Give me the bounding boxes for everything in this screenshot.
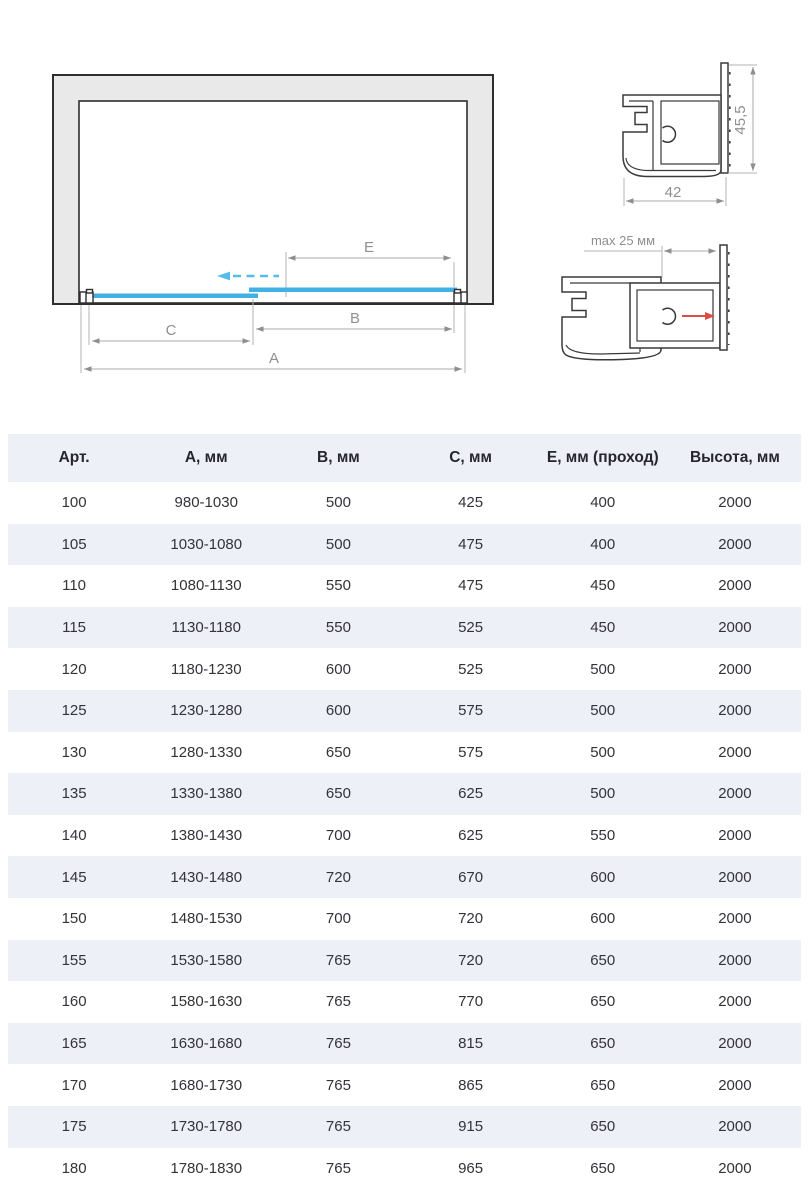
table-cell: 500: [537, 744, 669, 761]
table-cell: 100: [8, 494, 140, 511]
column-header: В, мм: [272, 449, 404, 467]
table-cell: 650: [272, 785, 404, 802]
table-cell: 1780-1830: [140, 1160, 272, 1177]
table-row: [8, 1148, 801, 1189]
table-cell: 450: [537, 619, 669, 636]
table-cell: 720: [405, 910, 537, 927]
table-cell: 2000: [669, 1035, 801, 1052]
table-cell: 550: [272, 577, 404, 594]
dimension-c-label: C: [166, 322, 177, 339]
table-header: [8, 434, 801, 482]
table-cell: 600: [272, 702, 404, 719]
table-cell: 180: [8, 1160, 140, 1177]
table-cell: 130: [8, 744, 140, 761]
table-cell: 170: [8, 1077, 140, 1094]
table-cell: 475: [405, 536, 537, 553]
table-row: [8, 565, 801, 607]
table-cell: 155: [8, 952, 140, 969]
table-cell: 600: [272, 661, 404, 678]
table-cell: 915: [405, 1118, 537, 1135]
table-cell: 500: [272, 494, 404, 511]
profile-section-closed: [623, 63, 757, 206]
column-header: Е, мм (проход): [537, 449, 669, 467]
glass-sliding-panel: [249, 288, 457, 293]
table-cell: 550: [272, 619, 404, 636]
table-cell: 765: [272, 1118, 404, 1135]
table-cell: 1630-1680: [140, 1035, 272, 1052]
table-cell: 1430-1480: [140, 869, 272, 886]
table-cell: 1230-1280: [140, 702, 272, 719]
table-cell: 770: [405, 993, 537, 1010]
table-cell: 150: [8, 910, 140, 927]
table-cell: 2000: [669, 619, 801, 636]
table-cell: 2000: [669, 993, 801, 1010]
table-cell: 1180-1230: [140, 661, 272, 678]
table-row: [8, 482, 801, 524]
table-cell: 600: [537, 869, 669, 886]
table-row: [8, 1064, 801, 1106]
table-cell: 1080-1130: [140, 577, 272, 594]
profile-flange: [720, 245, 727, 350]
table-cell: 500: [537, 785, 669, 802]
table-cell: 670: [405, 869, 537, 886]
table-cell: 550: [537, 827, 669, 844]
table-cell: 1380-1430: [140, 827, 272, 844]
table-cell: 1480-1530: [140, 910, 272, 927]
dimension-e-label: E: [364, 239, 374, 256]
table-cell: 575: [405, 744, 537, 761]
table-cell: 2000: [669, 827, 801, 844]
table-cell: 2000: [669, 536, 801, 553]
table-cell: 650: [537, 993, 669, 1010]
table-cell: 1580-1630: [140, 993, 272, 1010]
right-wall-bracket: [454, 290, 467, 304]
table-cell: 980-1030: [140, 494, 272, 511]
table-cell: 1280-1330: [140, 744, 272, 761]
table-row: [8, 524, 801, 566]
table-cell: 765: [272, 1035, 404, 1052]
table-cell: 700: [272, 827, 404, 844]
table-cell: 1730-1780: [140, 1118, 272, 1135]
table-cell: 600: [537, 910, 669, 927]
max-gap-label: max 25 мм: [591, 233, 655, 248]
table-cell: 965: [405, 1160, 537, 1177]
table-cell: 2000: [669, 952, 801, 969]
glass-fixed-panel: [92, 294, 258, 299]
table-cell: 125: [8, 702, 140, 719]
table-cell: 115: [8, 619, 140, 636]
screw-channel-icon: [663, 126, 676, 142]
table-cell: 160: [8, 993, 140, 1010]
table-cell: 2000: [669, 494, 801, 511]
table-cell: 450: [537, 577, 669, 594]
table-cell: 1330-1380: [140, 785, 272, 802]
table-row: [8, 898, 801, 940]
profile-height-label: 45,5: [732, 105, 749, 134]
column-header: С, мм: [405, 449, 537, 467]
table-cell: 2000: [669, 577, 801, 594]
table-cell: 2000: [669, 785, 801, 802]
table-cell: 2000: [669, 744, 801, 761]
technical-drawing: [0, 0, 809, 429]
table-cell: 140: [8, 827, 140, 844]
table-cell: 500: [537, 661, 669, 678]
screw-channel-icon: [663, 308, 676, 324]
table-row: [8, 1023, 801, 1065]
left-wall-bracket: [80, 290, 93, 304]
table-cell: 720: [405, 952, 537, 969]
table-cell: 110: [8, 577, 140, 594]
table-row: [8, 607, 801, 649]
table-cell: 105: [8, 536, 140, 553]
table-cell: 2000: [669, 910, 801, 927]
table-cell: 765: [272, 993, 404, 1010]
table-cell: 145: [8, 869, 140, 886]
table-cell: 650: [537, 1035, 669, 1052]
profile-width-label: 42: [665, 184, 682, 201]
dimension-b-label: B: [350, 310, 360, 327]
table-row: [8, 1106, 801, 1148]
shower-inner-area: [79, 101, 467, 303]
column-header: А, мм: [140, 449, 272, 467]
table-cell: 2000: [669, 1077, 801, 1094]
table-cell: 525: [405, 661, 537, 678]
table-cell: 500: [537, 702, 669, 719]
table-cell: 1130-1180: [140, 619, 272, 636]
table-row: [8, 690, 801, 732]
column-header: Арт.: [8, 449, 140, 467]
table-cell: 500: [272, 536, 404, 553]
column-header: Высота, мм: [669, 449, 801, 467]
table-cell: 525: [405, 619, 537, 636]
table-cell: 1030-1080: [140, 536, 272, 553]
table-cell: 575: [405, 702, 537, 719]
table-cell: 2000: [669, 1118, 801, 1135]
table-cell: 700: [272, 910, 404, 927]
table-body: [8, 482, 801, 1189]
table-cell: 400: [537, 494, 669, 511]
table-cell: 720: [272, 869, 404, 886]
size-table: [8, 434, 801, 1189]
table-row: [8, 815, 801, 857]
table-cell: 120: [8, 661, 140, 678]
table-row: [8, 940, 801, 982]
table-row: [8, 981, 801, 1023]
table-cell: 2000: [669, 661, 801, 678]
profile-section-extended: [562, 233, 729, 360]
table-cell: 650: [272, 744, 404, 761]
table-cell: 815: [405, 1035, 537, 1052]
table-cell: 865: [405, 1077, 537, 1094]
shower-top-view: [53, 75, 493, 373]
table-cell: 650: [537, 1160, 669, 1177]
table-row: [8, 648, 801, 690]
table-cell: 475: [405, 577, 537, 594]
table-cell: 650: [537, 1118, 669, 1135]
table-cell: 1530-1580: [140, 952, 272, 969]
table-cell: 1680-1730: [140, 1077, 272, 1094]
table-cell: 175: [8, 1118, 140, 1135]
table-cell: 765: [272, 952, 404, 969]
table-row: [8, 773, 801, 815]
profile-flange: [721, 63, 728, 173]
table-cell: 2000: [669, 702, 801, 719]
table-row: [8, 732, 801, 774]
table-cell: 625: [405, 827, 537, 844]
table-cell: 625: [405, 785, 537, 802]
table-cell: 165: [8, 1035, 140, 1052]
table-cell: 650: [537, 1077, 669, 1094]
table-cell: 765: [272, 1077, 404, 1094]
table-cell: 425: [405, 494, 537, 511]
table-row: [8, 856, 801, 898]
table-cell: 2000: [669, 869, 801, 886]
table-cell: 2000: [669, 1160, 801, 1177]
table-cell: 135: [8, 785, 140, 802]
table-cell: 765: [272, 1160, 404, 1177]
dimension-a-label: A: [269, 350, 279, 367]
table-cell: 650: [537, 952, 669, 969]
table-cell: 400: [537, 536, 669, 553]
